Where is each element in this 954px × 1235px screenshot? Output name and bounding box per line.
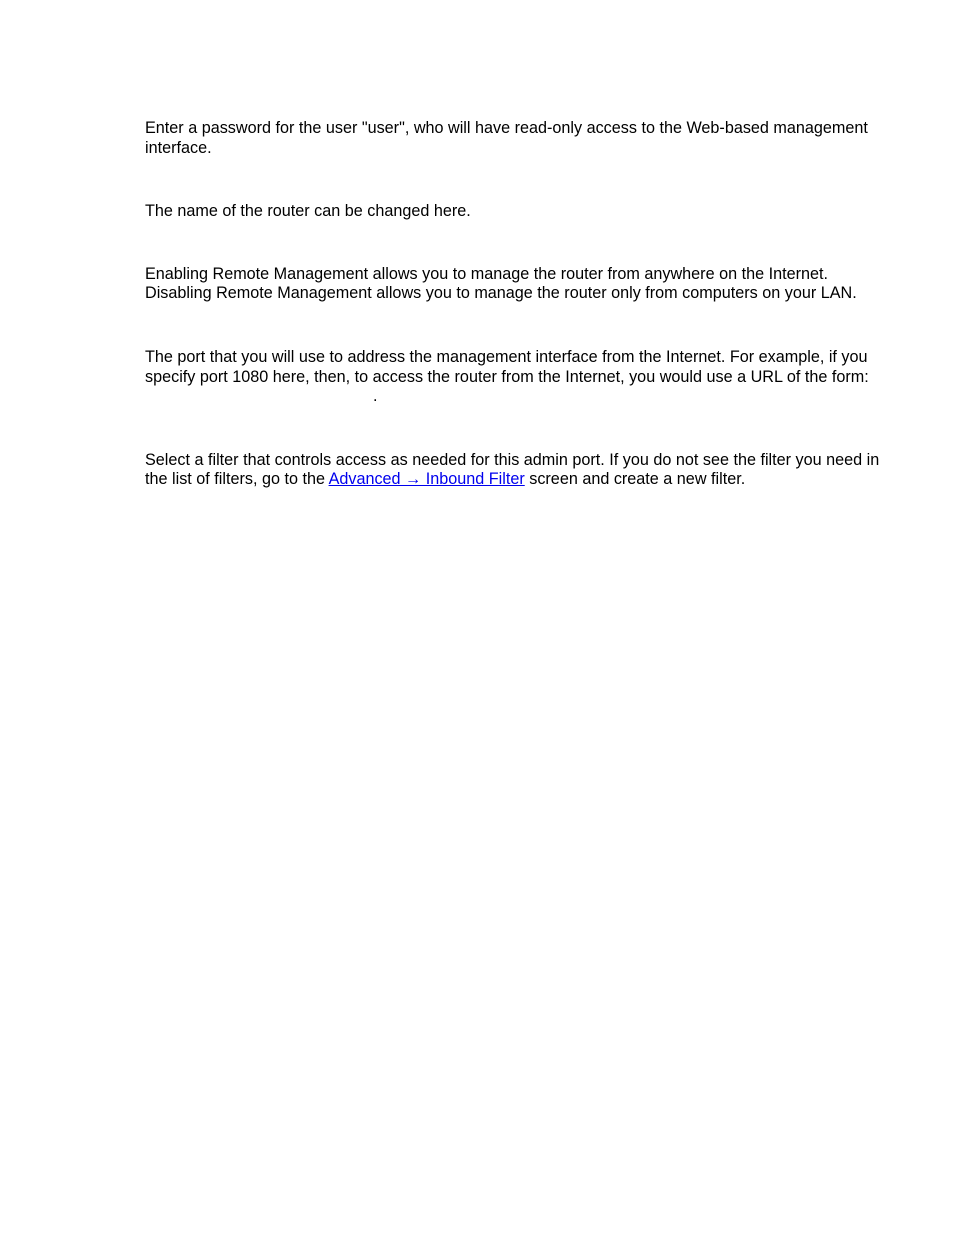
router-name-description: The name of the router can be changed here. (145, 202, 471, 221)
document-body (145, 119, 880, 490)
remote-admin-port-description (145, 348, 880, 407)
remote-port-period: . (373, 387, 378, 406)
advanced-inbound-filter-link[interactable]: Advanced → Inbound Filter (328, 470, 525, 489)
user-password-description: Enter a password for the user "user", who will have read-only access to the Web-based management interface. (145, 119, 868, 157)
filter-text-before: Select a filter that controls access as needed for this admin port. If you do not see the filter you need in the list of filters, go to the (145, 450, 880, 489)
filter-text-after: screen and create a new filter. (524, 470, 746, 489)
remote-management-description: Enabling Remote Management allows you to manage the router from anywhere on the Internet. Disabling Remote Management allows you to manage the router only from computers on your LAN. (145, 264, 857, 303)
remote-port-text: The port that you will use to address the management interface from the Internet. For example, if you specify port 1080 here, then, to access the router from the Internet, you would use a URL of the form: (145, 347, 869, 386)
inbound-filter-description (145, 451, 880, 490)
